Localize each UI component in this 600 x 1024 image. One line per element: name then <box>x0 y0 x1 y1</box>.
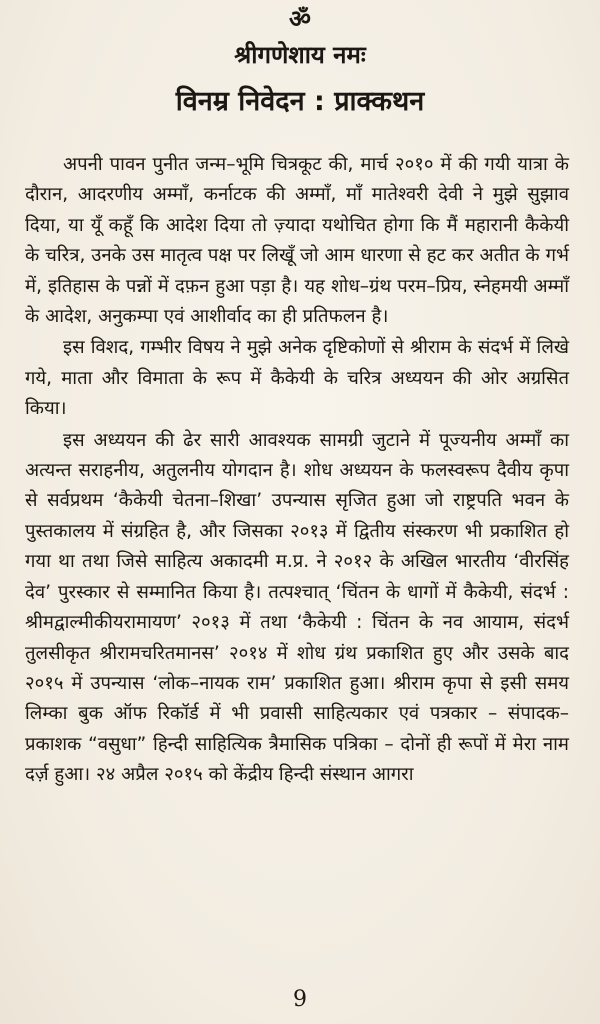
paragraph: इस अध्ययन की ढेर सारी आवश्यक सामग्री जुटाने में पूज्यनीय अम्माँ का अत्यन्त सराहनीय, अतुलनीय योगदान है। शोध अध्ययन के फलस्वरूप दैवीय कृपा से सर्वप्रथम ‘कैकेयी चेतना–शिखा’ उपन्यास सृजित हुआ जो राष्ट्रपति भवन के पुस्तकालय में संग्रहित है, और जिसका २०१३ में द्वितीय संस्करण भी प्रकाशित हो गया था तथा जिसे साहित्य अकादमी म.प्र. ने २०१२ के अखिल भारतीय ‘वीरसिंह देव’ पुरस्कार से सम्मानित किया है। तत्पश्चात् ‘चिंतन के धागों में कैकेयी, संदर्भ : श्रीमद्वाल्मीकीयरामायण’ २०१३ में तथा ‘कैकेयी : चिंतन के नव आयाम, संदर्भ तुलसीकृत श्रीरामचरितमानस’ २०१४ में शोध ग्रंथ प्रकाशित हुए और उसके बाद २०१५ में उपन्यास ‘लोक–नायक राम’ प्रकाशित हुआ। श्रीराम कृपा से इसी समय लिम्का बुक ऑफ रिकॉर्ड में भी प्रवासी साहित्यकार एवं पत्रकार – संपादक–प्रकाशक “वसुधा” हिन्दी साहित्यिक त्रैमासिक पत्रिका – दोनों ही रूपों में मेरा नाम दर्ज़ हुआ। २४ अप्रैल २०१५ को केंद्रीय हिन्दी संस्थान आगरा <box>25 429 569 786</box>
om-symbol: ॐ <box>289 5 311 33</box>
page-number: 9 <box>293 987 307 1012</box>
paragraph: अपनी पावन पुनीत जन्म–भूमि चित्रकूट की, मार्च २०१० में की गयी यात्रा के दौरान, आदरणीय अम्माँ, कर्नाटक की अम्माँ, माँ मातेश्वरी देवी ने मुझे सुझाव दिया, या यूँ कहूँ कि आदेश दिया तो ज़्यादा यथोचित होगा कि मैं महारानी कैकेयी के चरित्र, उनके उस मातृत्व पक्ष पर लिखूँ जो आम धारणा से हट कर अतीत के गर्भ में, इतिहास के पन्नों में दफ़न हुआ पड़ा है। यह शोध–ग्रंथ परम–प्रिय, स्नेहमयी अम्माँ के आदेश, अनुकम्पा एवं आशीर्वाद का ही प्रतिफलन है। <box>25 154 569 328</box>
paragraph: इस विशद, गम्भीर विषय ने मुझे अनेक दृष्टिकोणों से श्रीराम के संदर्भ में लिखे गये, माता और विमाता के रूप में कैकेयी के चरित्र अध्ययन की ओर अग्रसित किया। <box>25 337 569 420</box>
invocation-heading: श्रीगणेशाय नमः <box>234 41 366 69</box>
chapter-title: विनम्र निवेदन : प्राक्कथन <box>175 86 425 117</box>
body-text <box>25 150 569 792</box>
